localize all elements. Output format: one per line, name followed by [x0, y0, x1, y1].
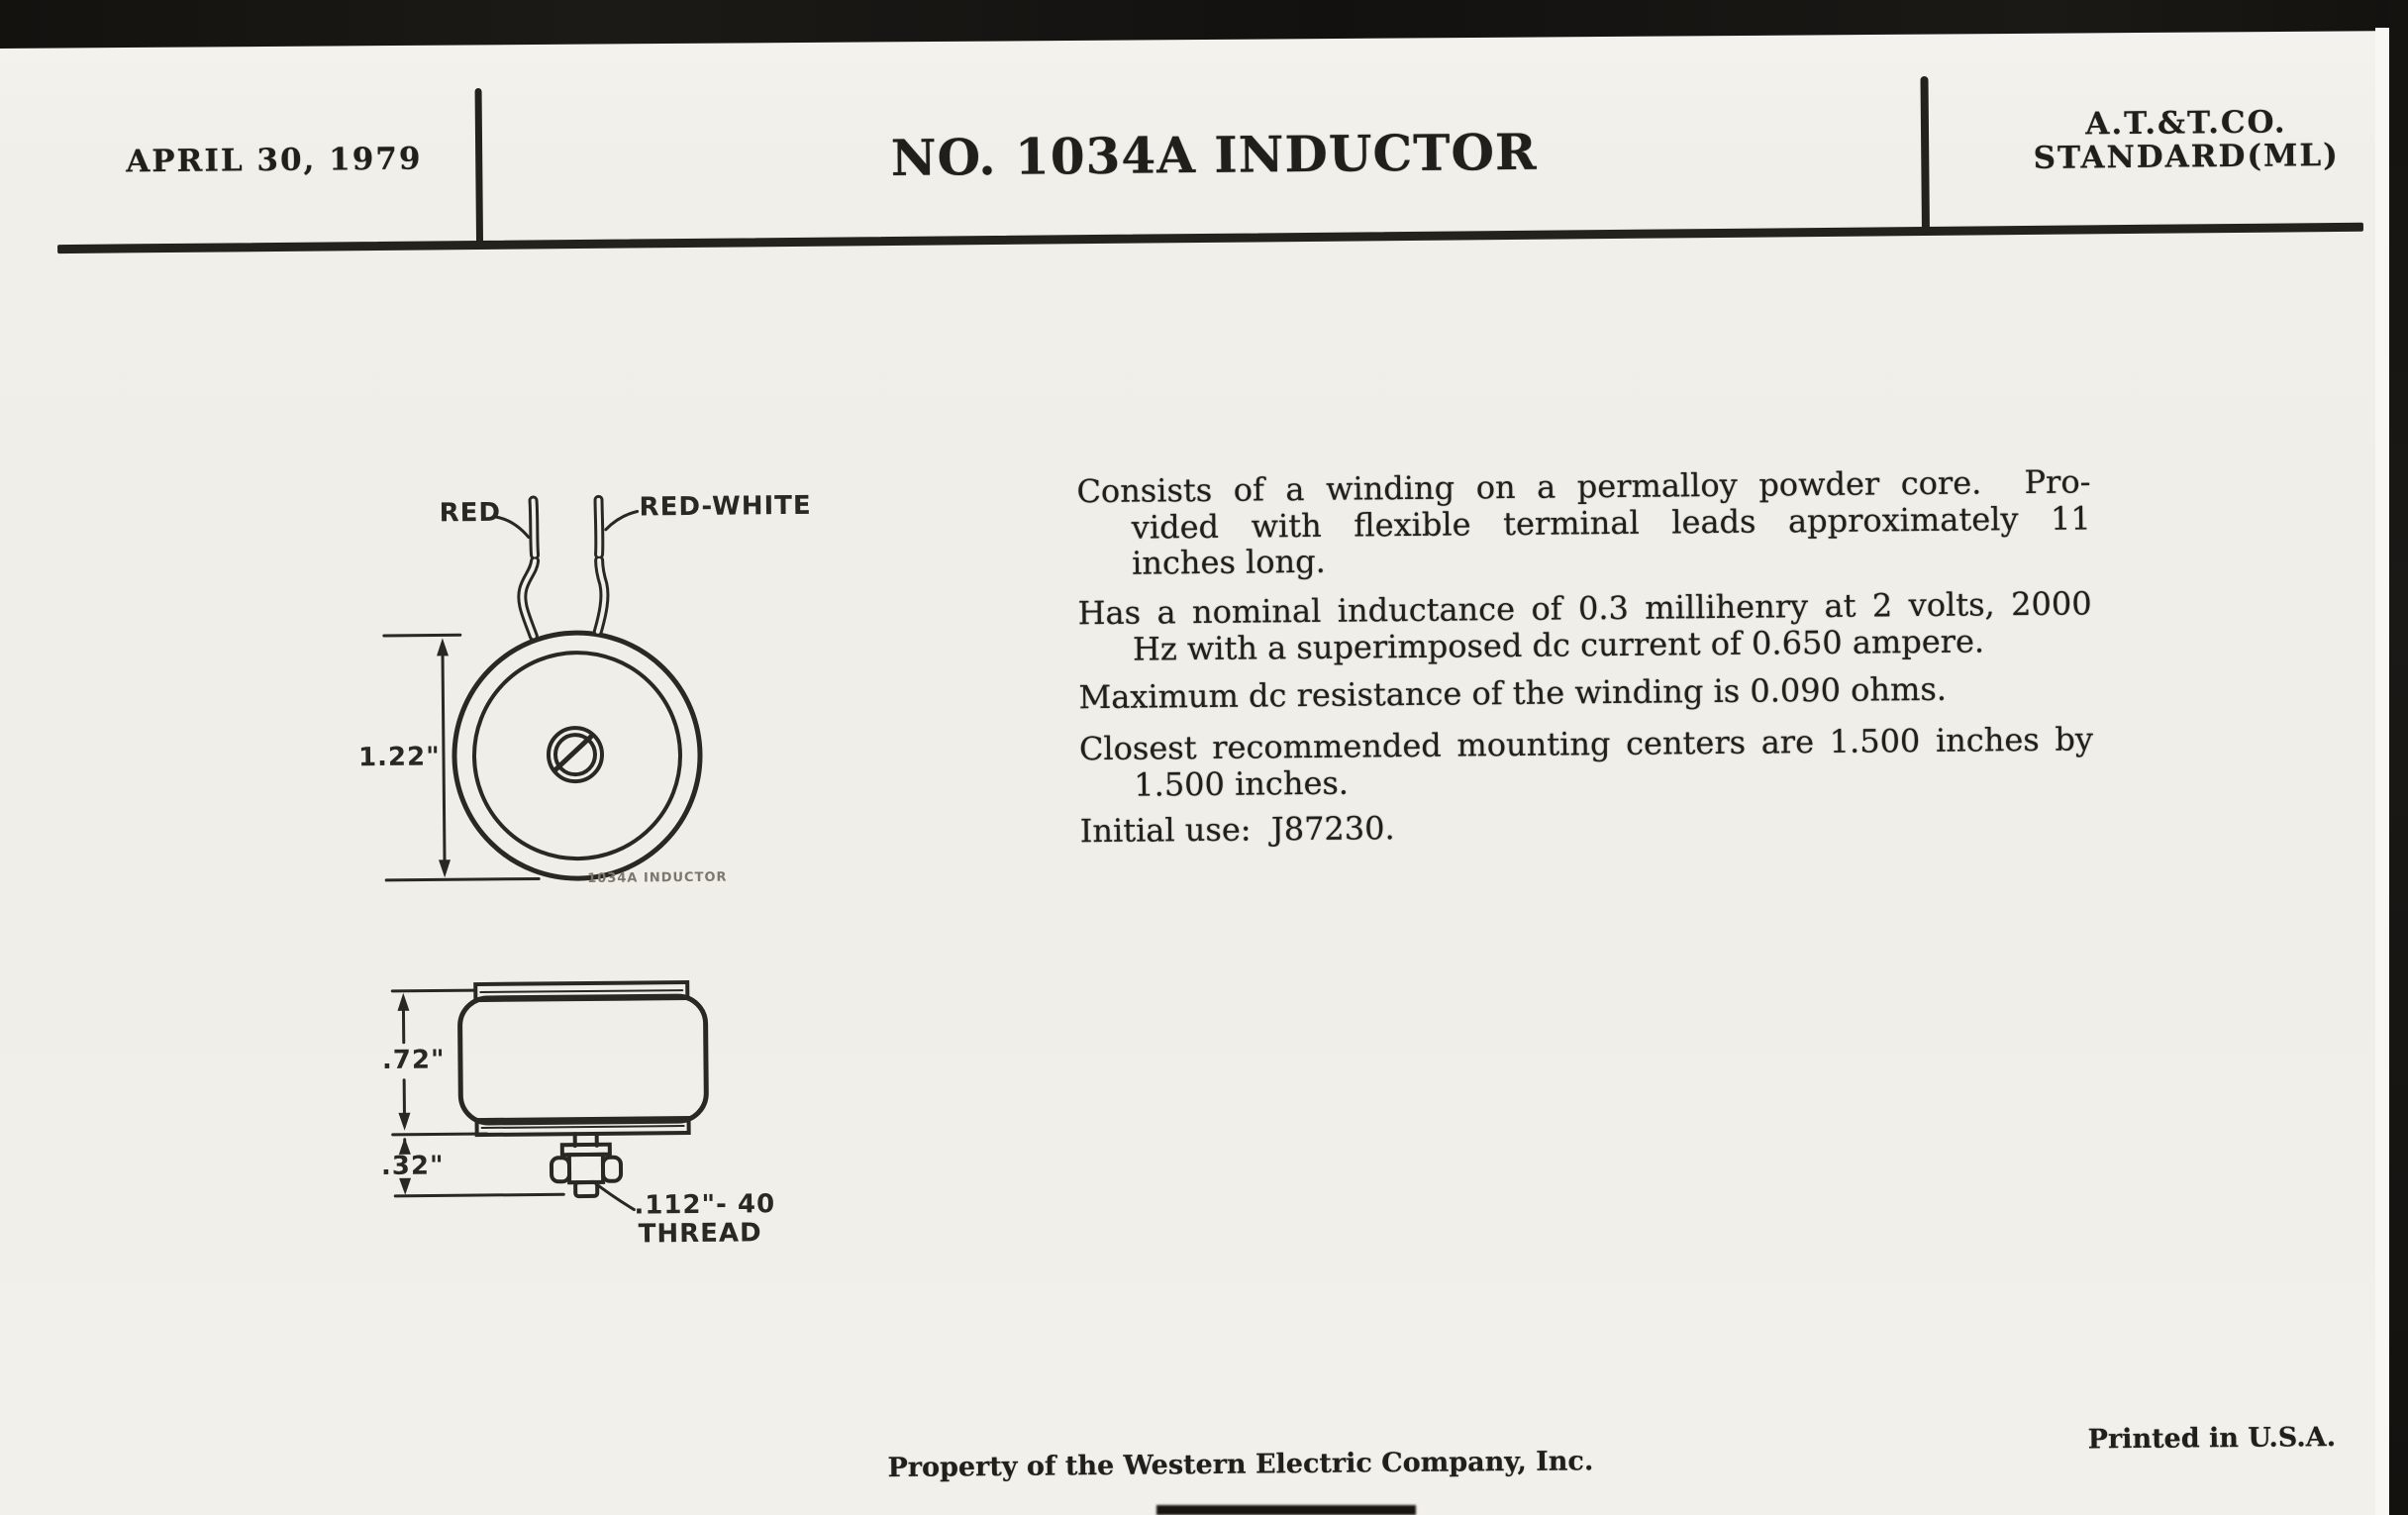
mounting-stud [552, 1134, 622, 1197]
text-line: Has a nominal inductance of 0.3 millihenry at 2 volts, 2000 [1077, 584, 2092, 633]
text-line: Consists of a winding on a permalloy powder core. Pro- [1076, 462, 2091, 511]
thread-spec-label-line2: THREAD [638, 1218, 762, 1250]
description-paragraph-mounting [1079, 721, 2094, 803]
page-edge-highlight [2375, 28, 2389, 1515]
thread-spec-label-line1: .112"- 40 [634, 1189, 776, 1221]
wire-color-label-red-white: RED-WHITE [639, 490, 812, 523]
text-line: Initial use: J87230. [1079, 809, 1395, 851]
drawing-caption: 1034A INDUCTOR [587, 869, 728, 886]
document-date: APRIL 30, 1979 [126, 141, 423, 180]
top-view-drawing [383, 499, 702, 880]
text-line: Closest recommended mounting centers are 1.500 inches by [1078, 720, 2094, 768]
lead-wires [521, 500, 605, 637]
stud-height-dimension-label: .32" [380, 1151, 445, 1181]
printed-in-usa-notice: Printed in U.S.A. [2087, 1422, 2337, 1456]
text-line: Hz with a superimposed dc current of 0.650 ampere. [1132, 621, 1985, 668]
red-white-leader-line [606, 511, 638, 529]
text-line: 1.500 inches. [1134, 763, 1350, 804]
scan-smudge-bottom [1156, 1505, 1416, 1515]
company-name: A.T.&T.CO. [2085, 104, 2287, 143]
standard-designation: STANDARD(ML) [2033, 137, 2341, 176]
property-notice: Property of the Western Electric Company, Inc. [887, 1446, 1594, 1484]
page-title: NO. 1034A INDUCTOR [890, 122, 1538, 188]
description-paragraph-construction [1076, 463, 2091, 581]
wire-color-label-red: RED [439, 497, 502, 529]
text-line: Maximum dc resistance of the winding is 0.090 ohms. [1078, 669, 1948, 717]
body-height-dimension-label: .72" [381, 1045, 446, 1075]
thread-leader-line [595, 1183, 634, 1210]
description-paragraph-inductance [1077, 585, 2092, 667]
text-line: inches long. [1131, 542, 1327, 582]
diameter-dimension-label: 1.22" [357, 742, 441, 773]
scan-edge-right [2389, 0, 2408, 1515]
text-line: vided with flexible terminal leads approximately 11 [1131, 498, 2091, 547]
